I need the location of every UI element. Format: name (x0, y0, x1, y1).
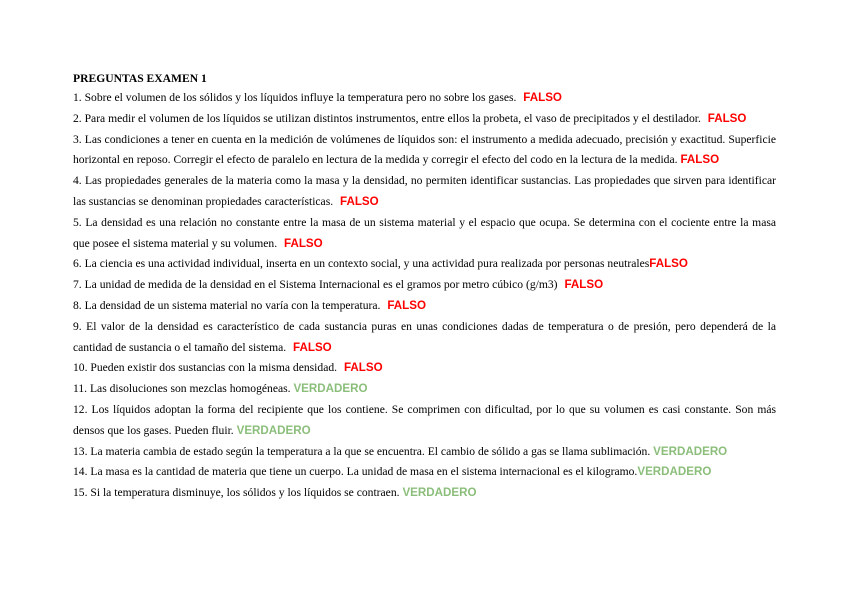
question-text: 2. Para medir el volumen de los líquidos se utilizan distintos instrumentos, entre ellos la probeta, el vaso de precipitados y el destilador. (73, 111, 701, 125)
answer-verdadero: VERDADERO (653, 444, 728, 458)
answer-falso: FALSO (680, 153, 720, 167)
question-1 (73, 88, 776, 109)
document-title: PREGUNTAS EXAMEN 1 (73, 72, 207, 85)
question-15 (73, 483, 776, 504)
question-text: 5. La densidad es una relación no constante entre la masa de un sistema material y el espacio que ocupa. Se determina con el cociente entre la masa que posee el sistema material y su volumen. (73, 215, 776, 250)
answer-falso: FALSO (340, 194, 379, 208)
question-text: 11. Las disoluciones son mezclas homogéneas. (73, 382, 291, 396)
question-text: 9. El valor de la densidad es característico de cada sustancia puras en unas condiciones dadas de temperatura o de presión, pero dependerá de la cantidad de sustancia o el tamaño del sistema. (73, 319, 776, 354)
question-13 (73, 442, 776, 463)
question-text: 12. Los líquidos adoptan la forma del recipiente que los contiene. Se comprimen con dificultad, por lo que su volumen es casi constante. Son más densos que los gases. Pueden fluir. (73, 402, 776, 437)
answer-verdadero: VERDADERO (637, 465, 712, 479)
question-text: 8. La densidad de un sistema material no varía con la temperatura. (73, 298, 381, 312)
question-9 (73, 317, 776, 359)
question-text: 6. La ciencia es una actividad individual, inserta en un contexto social, y una actividad pura realizada por personas neutrales (73, 257, 650, 271)
question-text: 10. Pueden existir dos sustancias con la misma densidad. (73, 361, 338, 375)
answer-verdadero: VERDADERO (236, 423, 311, 437)
answer-verdadero: VERDADERO (293, 382, 368, 396)
question-text: 7. La unidad de medida de la densidad en el Sistema Internacional es el gramos por metro cúbico (g/m3) (73, 278, 558, 292)
question-4 (73, 171, 776, 213)
answer-falso: FALSO (293, 340, 332, 354)
answer-falso: FALSO (387, 298, 427, 312)
answer-falso: FALSO (523, 91, 562, 104)
question-2 (73, 109, 776, 130)
answer-falso: FALSO (564, 278, 604, 292)
answer-verdadero: VERDADERO (402, 486, 477, 500)
answer-falso: FALSO (284, 236, 323, 250)
document-page (73, 70, 776, 504)
question-text: 15. Si la temperatura disminuye, los sólidos y los líquidos se contraen. (73, 486, 400, 500)
question-3 (73, 130, 776, 172)
answer-falso: FALSO (707, 111, 747, 125)
question-10 (73, 358, 776, 379)
question-8 (73, 296, 776, 317)
question-5 (73, 213, 776, 255)
question-6 (73, 254, 776, 275)
question-text: 4. Las propiedades generales de la materia como la masa y la densidad, no permiten identificar sustancias. Las propiedades que sirven para identificar las sustancias se denominan propiedades características. (73, 174, 776, 208)
question-11 (73, 379, 776, 400)
question-text: 3. Las condiciones a tener en cuenta en la medición de volúmenes de líquidos son: el instrumento a medida adecuado, precisión y exactitud. Superficie horizontal en reposo. Corregir el efecto de paralelo en lectura de la medida y corregir el efecto del codo en la lectura de la medida. (73, 132, 776, 167)
question-text: 13. La materia cambia de estado según la temperatura a la que se encuentra. El cambio de sólido a gas se llama sublimación. (73, 444, 651, 458)
answer-falso: FALSO (343, 361, 383, 375)
question-7 (73, 275, 776, 296)
question-14 (73, 462, 776, 483)
answer-falso: FALSO (649, 257, 688, 271)
question-12 (73, 400, 776, 442)
question-text: 1. Sobre el volumen de los sólidos y los líquidos influye la temperatura pero no sobre los gases. (73, 91, 517, 104)
question-text: 14. La masa es la cantidad de materia que tiene un cuerpo. La unidad de masa en el sistema internacional es el kilogramo. (73, 465, 638, 479)
